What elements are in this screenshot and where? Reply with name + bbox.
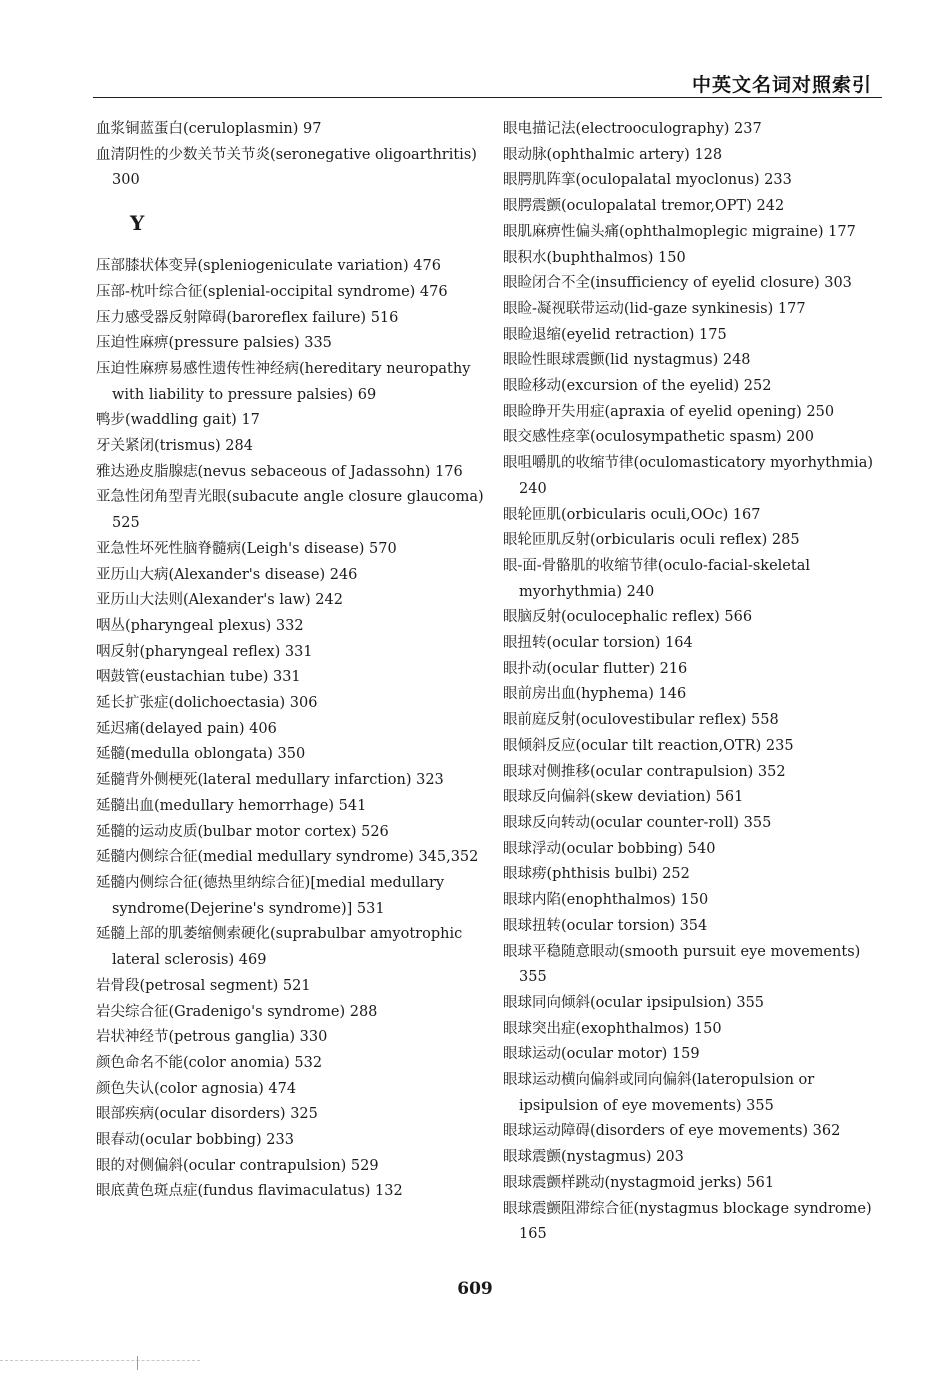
entry-list-right (503, 117, 885, 1248)
index-entry: 眼睑移动(excursion of the eyelid) 252 (503, 378, 772, 395)
index-entry: 眼轮匝肌反射(orbicularis oculi reflex) 285 (503, 532, 800, 549)
index-entry: 眼积水(buphthalmos) 150 (503, 249, 686, 266)
index-entry: 雅达逊皮脂腺痣(nevus sebaceous of Jadassohn) 176 (96, 463, 463, 480)
index-entry: 眼球震颤(nystagmus) 203 (503, 1149, 684, 1166)
index-entry: 眼球同向倾斜(ocular ipsipulsion) 355 (503, 994, 765, 1011)
index-entry: 眼球震颤样跳动(nystagmoid jerks) 561 (503, 1174, 775, 1191)
index-entry: 眼-面-骨骼肌的收缩节律(oculo-facial-skeletal myorhythmia) 240 (503, 557, 810, 600)
index-entry: 岩尖综合征(Gradenigo's syndrome) 288 (96, 1003, 378, 1020)
index-entry: 眼睑退缩(eyelid retraction) 175 (503, 326, 727, 343)
index-entry: 眼睑-凝视联带运动(lid-gaze synkinesis) 177 (503, 300, 806, 317)
index-entry: 颜色失认(color agnosia) 474 (96, 1080, 297, 1097)
index-entry: 眼腭肌阵挛(oculopalatal myoclonus) 233 (503, 172, 792, 189)
index-entry: 眼球扭转(ocular torsion) 354 (503, 917, 708, 934)
index-entry: 眼交感性痉挛(oculosympathetic spasm) 200 (503, 429, 814, 446)
entry-list-before-letter (96, 117, 484, 194)
index-entry: 眼球突出症(exophthalmos) 150 (503, 1020, 722, 1037)
index-entry: 延髓出血(medullary hemorrhage) 541 (96, 797, 367, 814)
index-entry: 眼扭转(ocular torsion) 164 (503, 635, 693, 652)
index-entry: 眼扑动(ocular flutter) 216 (503, 660, 688, 677)
index-entry: 鸭步(waddling gait) 17 (96, 412, 260, 429)
index-entry: 眼前房出血(hyphema) 146 (503, 686, 687, 703)
index-entry: 咽丛(pharyngeal plexus) 332 (96, 617, 304, 634)
footer-scan-mark (137, 1356, 138, 1370)
index-entry: 压迫性麻痹易感性遗传性神经病(hereditary neuropathy with liability to pressure palsies) 69 (96, 360, 471, 403)
index-entry: 眼球运动横向偏斜或同向偏斜(lateropulsion or ipsipulsion of eye movements) 355 (503, 1072, 815, 1114)
index-entry: 压部-枕叶综合征(splenial-occipital syndrome) 476 (96, 283, 448, 300)
index-entry: 岩状神经节(petrous ganglia) 330 (96, 1029, 328, 1046)
index-entry: 眼肌麻痹性偏头痛(ophthalmoplegic migraine) 177 (503, 223, 856, 240)
index-entry: 亚历山大法则(Alexander's law) 242 (96, 592, 343, 609)
index-entry: 眼动脉(ophthalmic artery) 128 (503, 146, 723, 163)
index-entry: 眼睑闭合不全(insufficiency of eyelid closure) 303 (503, 275, 852, 292)
index-entry: 延长扩张症(dolichoectasia) 306 (96, 695, 318, 712)
index-entry: 眼底黄色斑点症(fundus flavimaculatus) 132 (96, 1183, 403, 1200)
index-entry: 血浆铜蓝蛋白(ceruloplasmin) 97 (96, 121, 322, 137)
index-entry: 压力感受器反射障碍(baroreflex failure) 516 (96, 309, 399, 326)
page-number: 609 (457, 1279, 493, 1299)
index-column-left (96, 117, 484, 1205)
index-entry: 咽反射(pharyngeal reflex) 331 (96, 643, 313, 660)
index-entry: 眼球震颤阻滞综合征(nystagmus blockage syndrome) 165 (503, 1200, 872, 1243)
index-entry: 眼前庭反射(oculovestibular reflex) 558 (503, 712, 779, 729)
index-entry: 眼球运动(ocular motor) 159 (503, 1046, 700, 1063)
index-entry: 眼倾斜反应(ocular tilt reaction,OTR) 235 (503, 737, 794, 754)
index-entry: 亚急性闭角型青光眼(subacute angle closure glaucoma) 525 (96, 489, 484, 532)
index-entry: 眼部疾病(ocular disorders) 325 (96, 1106, 318, 1123)
index-entry: 延髓上部的肌萎缩侧索硬化(suprabulbar amyotrophic lateral sclerosis) 469 (96, 926, 463, 969)
index-entry: 延髓内侧综合征(medial medullary syndrome) 345,352 (96, 849, 479, 866)
index-entry: 压部膝状体变异(spleniogeniculate variation) 476 (96, 258, 441, 275)
index-entry: 眼球运动障碍(disorders of eye movements) 362 (503, 1123, 841, 1140)
index-entry: 咽鼓管(eustachian tube) 331 (96, 669, 301, 686)
footer-scan-line (0, 1360, 200, 1361)
index-entry: 亚急性坏死性脑脊髓病(Leigh's disease) 570 (96, 540, 397, 557)
index-entry: 牙关紧闭(trismus) 284 (96, 438, 253, 455)
index-entry: 眼轮匝肌(orbicularis oculi,OOc) 167 (503, 506, 761, 523)
index-entry: 眼睑性眼球震颤(lid nystagmus) 248 (503, 352, 751, 369)
index-entry: 眼球痨(phthisis bulbi) 252 (503, 866, 690, 883)
entry-list-left (96, 254, 484, 1205)
index-column-right (503, 117, 885, 1248)
index-entry: 血清阴性的少数关节关节炎(seronegative oligoarthritis) 300 (96, 146, 477, 189)
index-entry: 眼球浮动(ocular bobbing) 540 (503, 840, 716, 857)
index-entry: 眼的对侧偏斜(ocular contrapulsion) 529 (96, 1157, 379, 1174)
index-entry: 延迟痛(delayed pain) 406 (96, 720, 277, 737)
index-entry: 压迫性麻痹(pressure palsies) 335 (96, 335, 332, 352)
index-entry: 眼睑睁开失用症(apraxia of eyelid opening) 250 (503, 403, 835, 420)
index-entry: 延髓内侧综合征(德热里纳综合征)[medial medullary syndrome(Dejerine's syndrome)] 531 (96, 874, 445, 917)
index-entry: 眼脑反射(oculocephalic reflex) 566 (503, 609, 753, 626)
index-entry: 眼电描记法(electrooculography) 237 (503, 121, 762, 137)
index-entry: 眼咀嚼肌的收缩节律(oculomasticatory myorhythmia) 240 (503, 455, 874, 497)
page-header-title: 中英文名词对照索引 (691, 74, 872, 96)
index-entry: 眼球对侧推移(ocular contrapulsion) 352 (503, 763, 786, 780)
index-entry: 眼春动(ocular bobbing) 233 (96, 1132, 294, 1149)
index-entry: 颜色命名不能(color anomia) 532 (96, 1054, 323, 1071)
index-entry: 眼球反向转动(ocular counter-roll) 355 (503, 814, 772, 831)
header-divider (93, 97, 882, 98)
index-entry: 延髓的运动皮质(bulbar motor cortex) 526 (96, 823, 389, 840)
index-entry: 延髓(medulla oblongata) 350 (96, 746, 306, 763)
index-entry: 亚历山大病(Alexander's disease) 246 (96, 566, 358, 583)
index-entry: 眼腭震颤(oculopalatal tremor,OPT) 242 (503, 198, 785, 215)
index-entry: 眼球平稳随意眼动(smooth pursuit eye movements) 355 (503, 943, 861, 986)
index-entry: 延髓背外侧梗死(lateral medullary infarction) 323 (96, 772, 444, 789)
index-entry: 岩骨段(petrosal segment) 521 (96, 977, 311, 994)
section-letter: Y (130, 211, 145, 236)
index-entry: 眼球内陷(enophthalmos) 150 (503, 892, 709, 909)
index-entry: 眼球反向偏斜(skew deviation) 561 (503, 789, 744, 806)
